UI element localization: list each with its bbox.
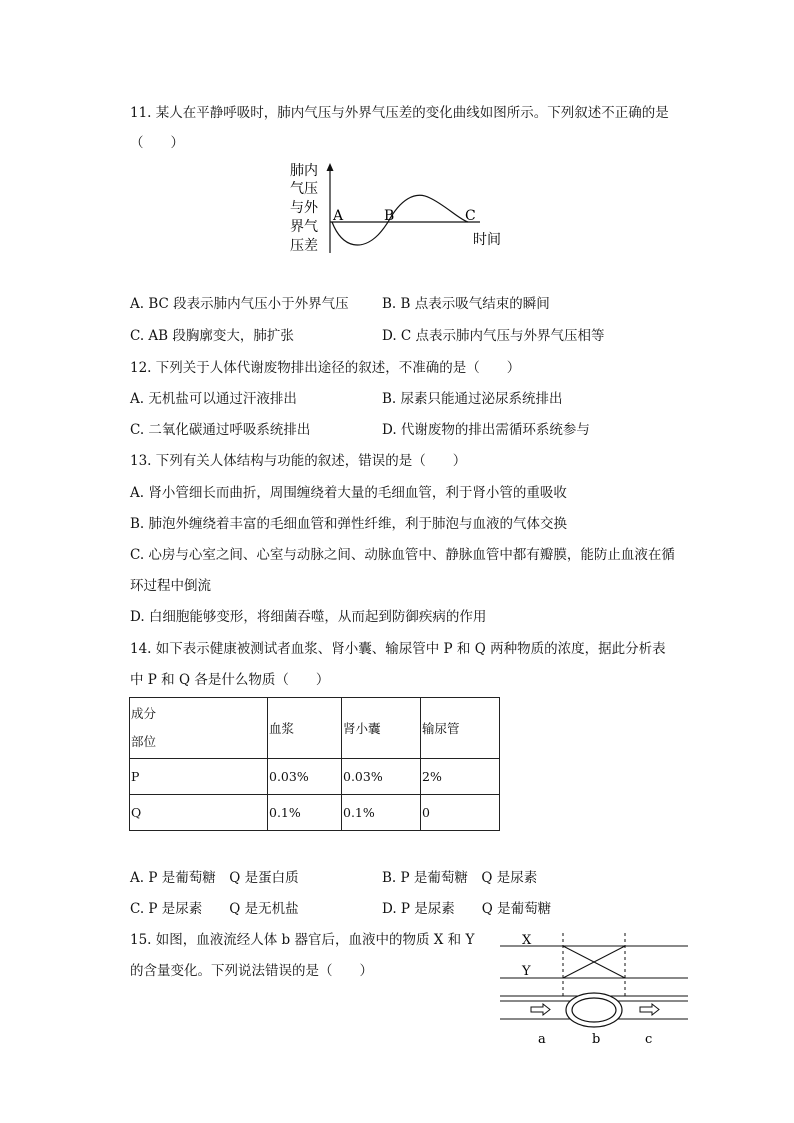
q15-label-x: X [522,933,532,948]
q11-pressure-curve [332,195,468,245]
table-corner-cell [130,698,268,759]
q15-stem-line2: 的含量变化。下列说法错误的是（ ） [130,963,373,979]
q12-option-d[interactable]: D. 代谢废物的排出需循环系统参与 [382,422,590,438]
q11-y-label-1: 肺内 [290,163,318,179]
q14-concentration-table [129,697,500,831]
q12-option-a[interactable]: A. 无机盐可以通过汗液排出 [130,391,297,407]
table-row [130,759,500,795]
q11-option-a[interactable]: A. BC 段表示肺内气压小于外界气压 [130,296,349,312]
q11-y-axis-arrow [327,163,334,171]
hollow-right-arrow-icon [640,1004,659,1015]
table-cell: 2% [421,759,500,795]
q14-option-c[interactable]: C. P 是尿素 Q 是无机盐 [130,901,299,917]
q11-option-c[interactable]: C. AB 段胸廓变大，肺扩张 [130,328,294,344]
q13-option-a[interactable]: A. 肾小管细长而曲折，周围缠绕着大量的毛细血管，利于肾小管的重吸收 [130,485,567,501]
q11-y-label-4: 界气 [290,219,318,235]
q11-option-d[interactable]: D. C 点表示肺内气压与外界气压相等 [382,328,605,344]
q15-label-y: Y [522,964,531,979]
table-header-capsule: 肾小囊 [342,698,421,759]
q14-option-a[interactable]: A. P 是葡萄糖 Q 是蛋白质 [130,870,299,886]
q13-option-d[interactable]: D. 白细胞能够变形，将细菌吞噬，从而起到防御疾病的作用 [130,609,487,625]
q15-label-c: c [645,1032,653,1047]
table-header-row [130,698,500,759]
table-cell: 0.03% [342,759,421,795]
q14-stem-line1: 14. 如下表示健康被测试者血浆、肾小囊、输尿管中 P 和 Q 两种物质的浓度，据此分析表 [130,641,666,657]
q13-stem: 13. 下列有关人体结构与功能的叙述，错误的是（ ） [130,453,467,469]
q11-x-label: 时间 [473,232,501,248]
q11-point-a: A [333,208,344,224]
table-corner-bottom: 部位 [131,734,157,749]
table-row-label: P [130,759,268,795]
table-row-label: Q [130,795,268,831]
q11-point-b: B [384,208,395,224]
q15-label-b: b [592,1032,601,1047]
q12-option-c[interactable]: C. 二氧化碳通过呼吸系统排出 [130,422,311,438]
table-header-plasma: 血浆 [268,698,342,759]
q13-option-c-line1[interactable]: C. 心房与心室之间、心室与动脉之间、动脉血管中、静脉血管中都有瓣膜，能防止血液在循 [130,547,675,563]
q11-point-c: C [465,208,476,224]
q15-stem-line1: 15. 如图，血液流经人体 b 器官后，血液中的物质 X 和 Y [130,932,475,948]
table-row [130,795,500,831]
table-cell: 0 [421,795,500,831]
table-header-ureter: 输尿管 [421,698,500,759]
q11-option-b[interactable]: B. B 点表示吸气结束的瞬间 [382,296,550,312]
q15-label-a: a [538,1032,546,1047]
q11-y-label-5: 压差 [290,238,318,254]
q15-organ-inner [572,998,616,1022]
q12-stem: 12. 下列关于人体代谢废物排出途径的叙述，不准确的是（ ） [130,360,521,376]
q11-stem-line1: 11. 某人在平静呼吸时，肺内气压与外界气压差的变化曲线如图所示。下列叙述不正确的是 [130,105,669,121]
q14-option-d[interactable]: D. P 是尿素 Q 是葡萄糖 [382,901,552,917]
q11-stem-line2: （ ） [130,135,184,151]
q11-y-label-2: 气压 [290,181,318,197]
table-cell: 0.1% [268,795,342,831]
table-cell: 0.03% [268,759,342,795]
q11-pressure-graph [285,155,515,265]
hollow-right-arrow-icon [531,1004,550,1015]
table-cell: 0.1% [342,795,421,831]
table-corner-top: 成分 [131,706,157,721]
q14-option-b[interactable]: B. P 是葡萄糖 Q 是尿素 [382,870,538,886]
q12-option-b[interactable]: B. 尿素只能通过泌尿系统排出 [382,391,563,407]
q13-option-c-line2[interactable]: 环过程中倒流 [130,578,211,594]
q13-option-b[interactable]: B. 肺泡外缠绕着丰富的毛细血管和弹性纤维，利于肺泡与血液的气体交换 [130,516,568,532]
q15-blood-flow-diagram [495,928,695,1050]
q14-stem-line2: 中 P 和 Q 各是什么物质（ ） [130,672,330,688]
q11-y-label-3: 与外 [290,200,318,216]
